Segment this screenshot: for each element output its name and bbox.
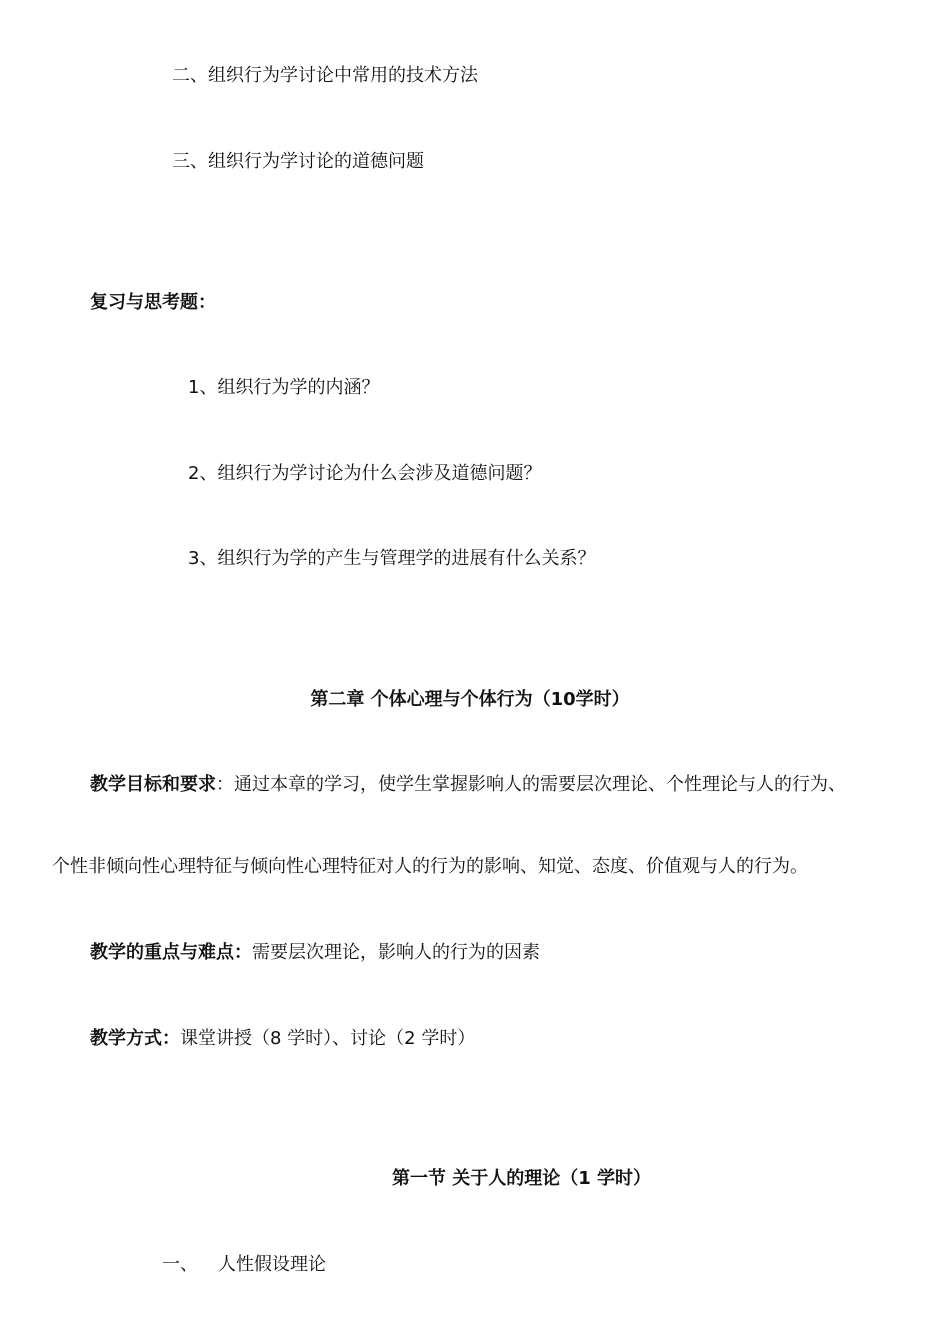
section-item-2: 二、组织行为学讨论中常用的技术方法 [172,65,478,86]
objectives-paragraph-line1 [90,773,846,797]
chapter-title: 第二章 个体心理与个体行为（10学时） [310,689,630,710]
method-text: 课堂讲授（8 学时）、讨论（2 学时） [180,1028,476,1049]
section1-item-number: 一、 [162,1254,198,1275]
section1-item-1 [162,1253,326,1277]
section1-title: 第一节 关于人的理论（1 学时） [392,1168,652,1189]
review-question-2: 2、组织行为学讨论为什么会涉及道德问题？ [188,463,542,484]
focus-label: 教学的重点与难点： [90,942,252,963]
review-heading: 复习与思考题： [90,292,216,313]
review-question-1: 1、组织行为学的内涵？ [188,377,380,398]
focus-text: 需要层次理论，影响人的行为的因素 [252,942,540,963]
section-item-3: 三、组织行为学讨论的道德问题 [172,151,424,172]
objectives-paragraph-line2: 个性非倾向性心理特征与倾向性心理特征对人的行为的影响、知觉、态度、价值观与人的行为。 [52,856,808,877]
review-question-3: 3、组织行为学的产生与管理学的进展有什么关系？ [188,548,596,569]
method-label: 教学方式： [90,1028,180,1049]
objectives-text-1: ：通过本章的学习，使学生掌握影响人的需要层次理论、个性理论与人的行为、 [216,774,846,795]
focus-line [90,941,540,965]
objectives-label: 教学目标和要求 [90,774,216,795]
method-line [90,1027,475,1051]
section1-item-text: 人性假设理论 [218,1254,326,1275]
